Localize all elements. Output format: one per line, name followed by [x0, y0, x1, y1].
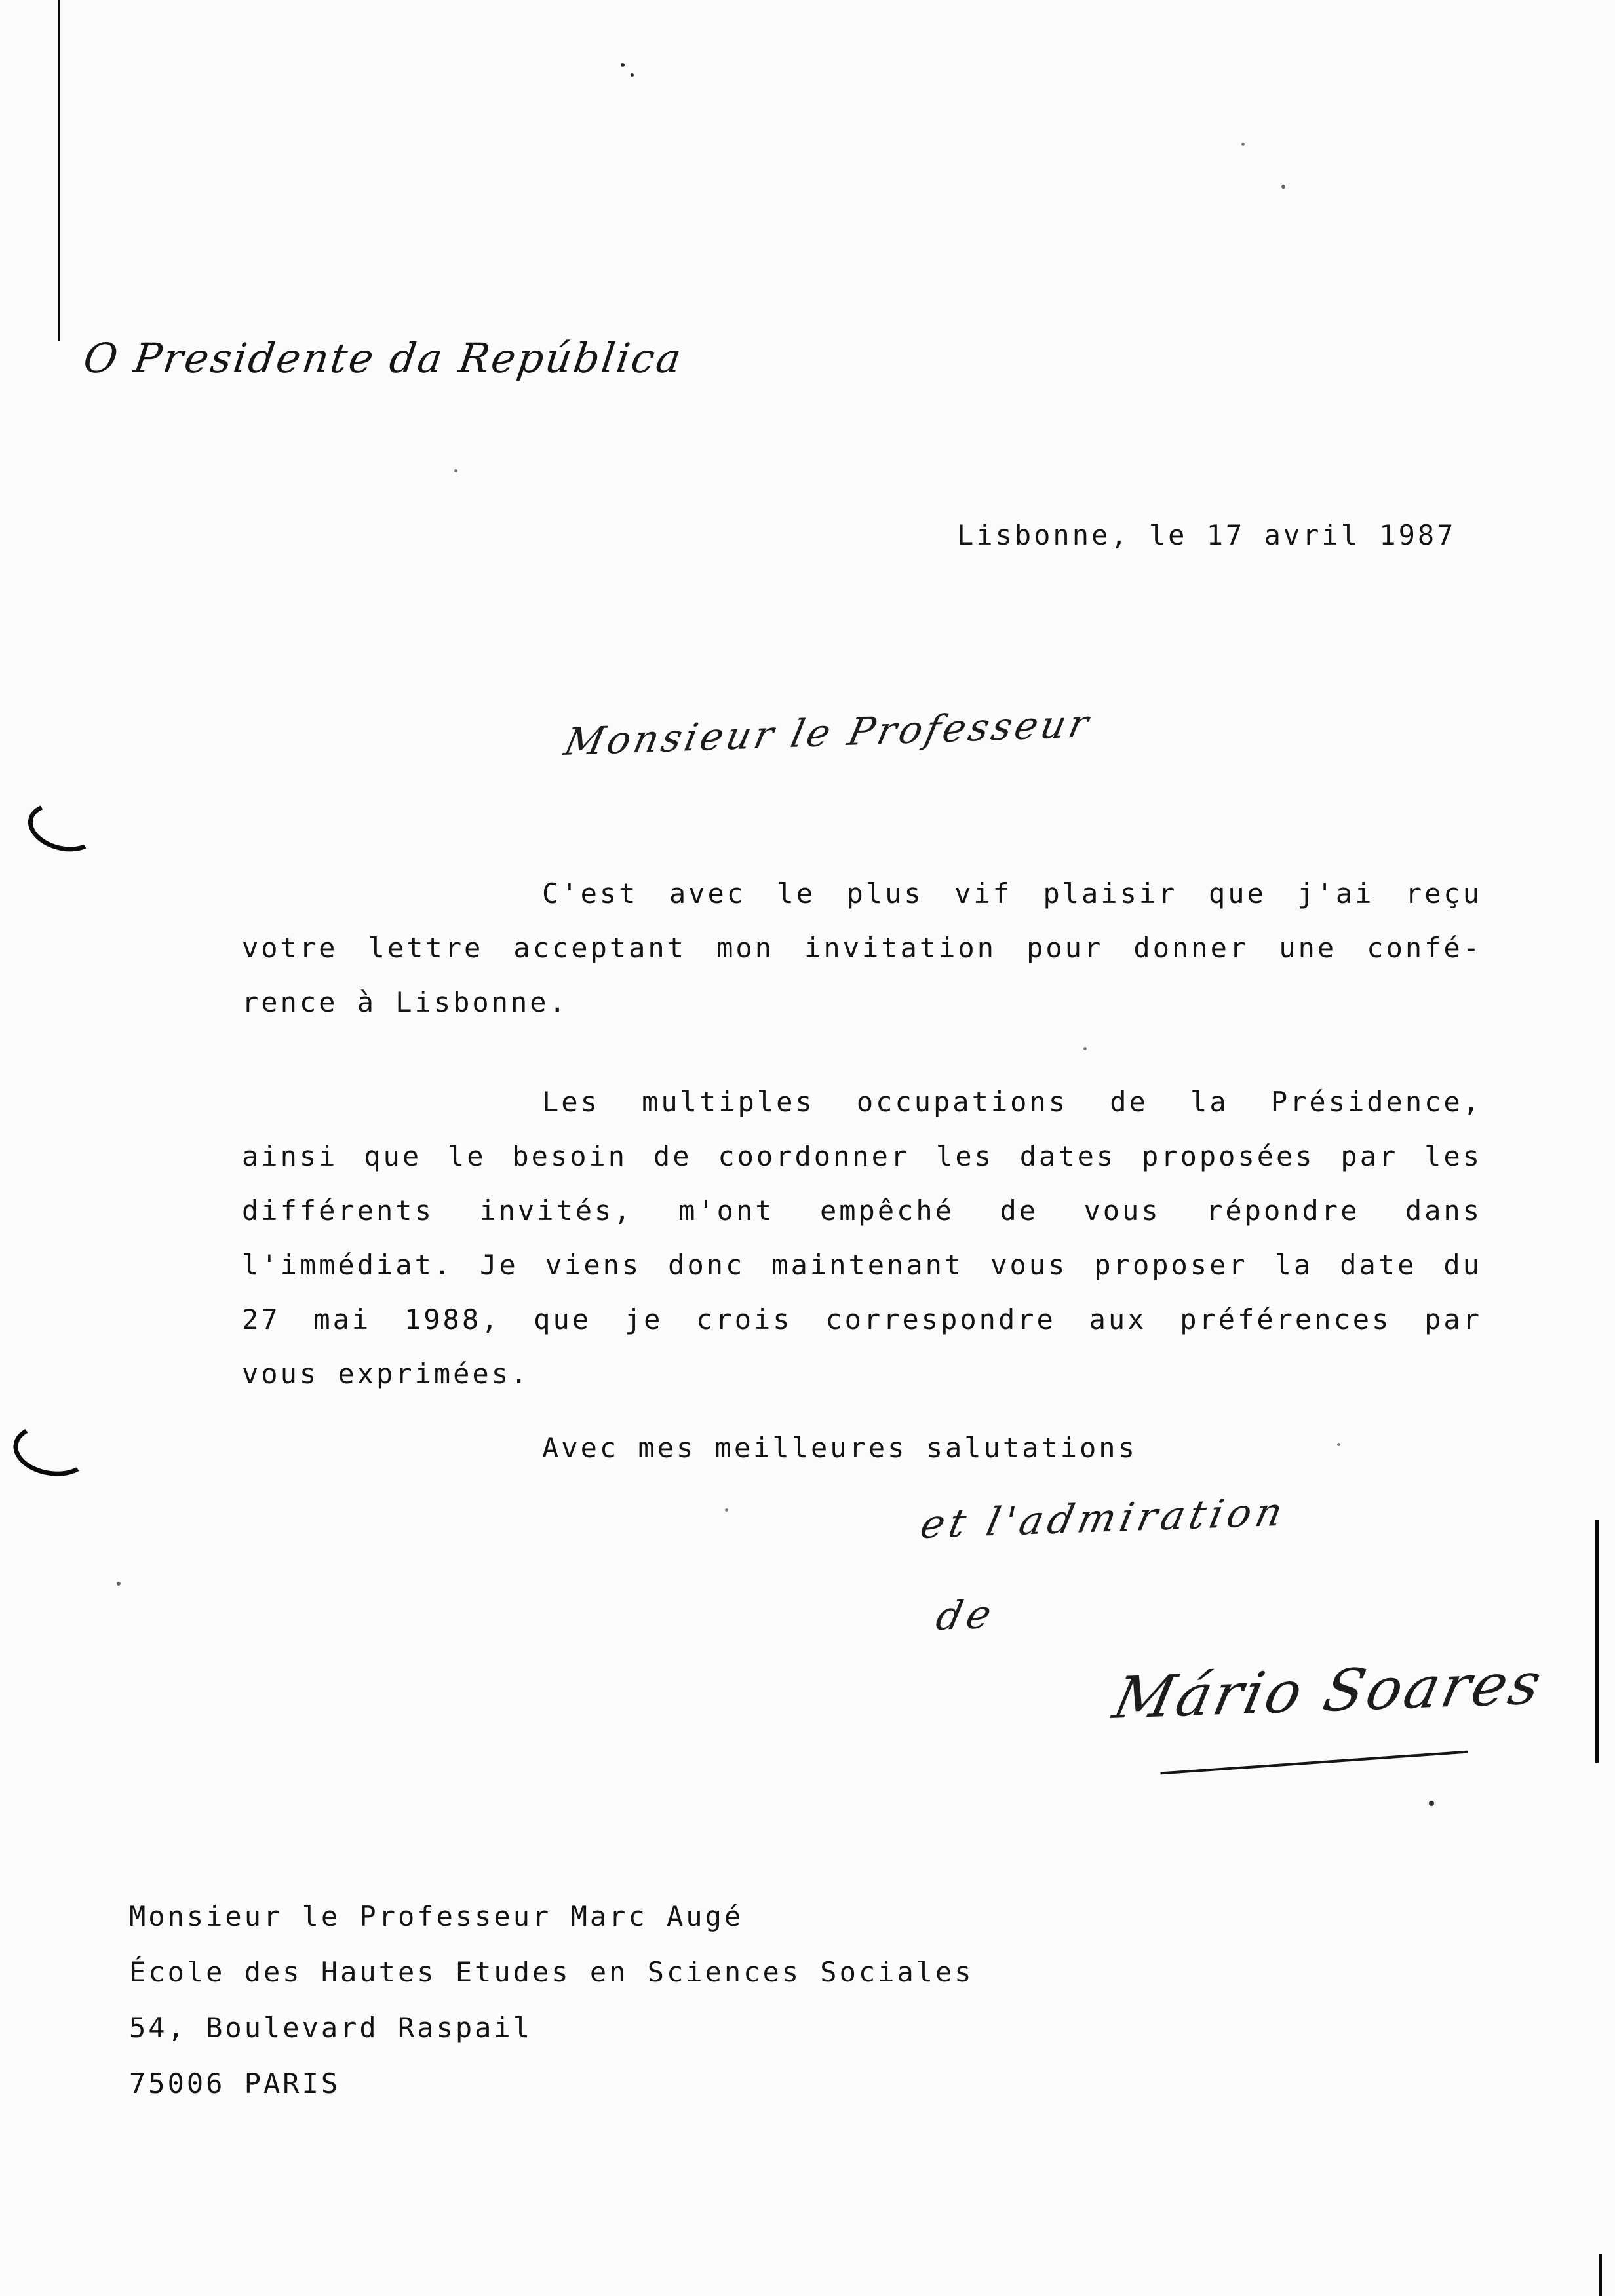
body-line: vous exprimées. — [242, 1358, 530, 1390]
recipient-line: École des Hautes Etudes en Sciences Sociales — [129, 1956, 974, 1988]
body-line: 27 mai 1988, que je crois correspondre aux préférences par — [242, 1303, 1482, 1335]
signature-flourish-stroke — [1160, 1751, 1468, 1775]
body-line: ainsi que le besoin de coordonner les dates proposées par les — [242, 1140, 1482, 1172]
scan-edge-line-right — [1595, 1520, 1599, 1763]
body-line: C'est avec le plus vif plaisir que j'ai reçu — [542, 877, 1482, 909]
scan-speck — [1241, 143, 1245, 146]
scan-speck — [621, 63, 625, 67]
scan-speck — [1083, 1047, 1087, 1050]
scan-speck — [1281, 185, 1285, 189]
recipient-line: 54, Boulevard Raspail — [129, 2012, 533, 2044]
scan-speck — [631, 73, 634, 77]
paragraph-1 — [242, 866, 1482, 1029]
scan-hook-mark-lower — [10, 1419, 95, 1482]
recipient-line: Monsieur le Professeur Marc Augé — [129, 1900, 744, 1932]
scan-edge-tick-bottom-right — [1599, 2254, 1602, 2296]
signature-handwriting: Mário Soares — [1108, 1649, 1550, 1732]
scan-speck — [725, 1508, 728, 1512]
recipient-address — [129, 1888, 974, 2111]
salutation-handwriting: Monsieur le Professeur — [560, 701, 1096, 764]
scan-speck — [454, 469, 457, 472]
paragraph-2 — [242, 1075, 1482, 1401]
postscript-handwriting-line2: de — [932, 1591, 1000, 1639]
body-line: différents invités, m'ont empêché de vous répondre dans — [242, 1195, 1482, 1227]
dateline: Lisbonne, le 17 avril 1987 — [957, 519, 1456, 551]
body-line: votre lettre acceptant mon invitation pour donner une confé- — [242, 932, 1482, 964]
signature-ink-dot — [1429, 1801, 1434, 1806]
scan-speck — [1337, 1443, 1340, 1446]
letterhead-script: O Presidente da República — [81, 334, 686, 382]
scan-hook-mark-upper — [23, 795, 104, 858]
recipient-line: 75006 PARIS — [129, 2067, 341, 2099]
body-line: Les multiples occupations de la Présidence, — [542, 1086, 1482, 1118]
closing-salutation: Avec mes meilleures salutations — [542, 1432, 1137, 1464]
body-line: l'immédiat. Je viens donc maintenant vous proposer la date du — [242, 1249, 1482, 1281]
body-line: rence à Lisbonne. — [242, 986, 568, 1018]
scan-speck — [117, 1582, 121, 1586]
postscript-handwriting-line1: et l'admiration — [916, 1489, 1291, 1548]
scan-edge-line-top-left — [58, 0, 60, 341]
